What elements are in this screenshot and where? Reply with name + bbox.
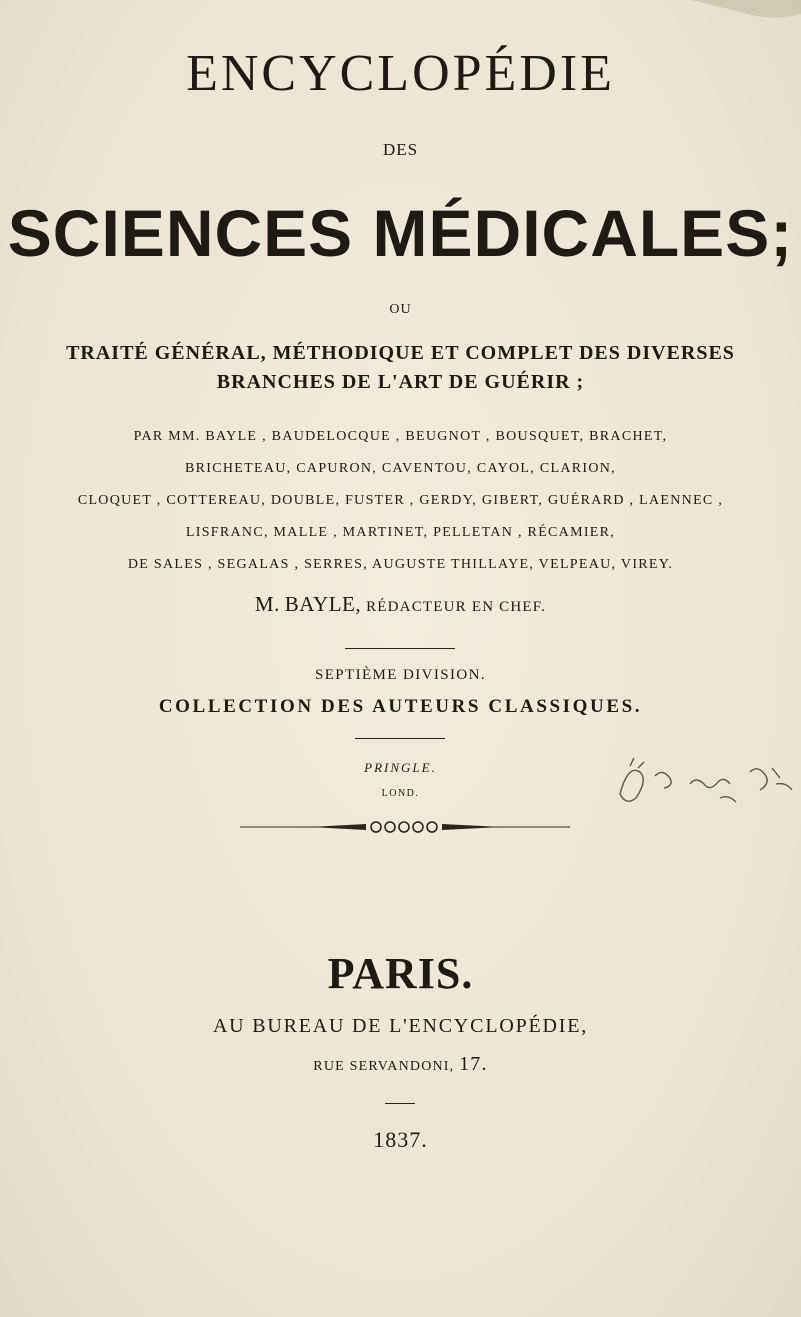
imprint-year: 1837. [373,1127,428,1152]
authors-line-2: BRICHETEAU, CAPURON, CAVENTOU, CAYOL, CLARION, [185,461,616,476]
ornament-rule [240,817,570,837]
title-encyclopedie: ENCYCLOPÉDIE [186,45,615,102]
title-ou: OU [389,302,412,317]
library-stamp-mark [600,754,800,816]
subtitle-line-2: BRANCHES DE L'ART DE GUÉRIR ; [216,371,585,393]
imprint-publisher: AU BUREAU DE L'ENCYCLOPÉDIE, [212,1015,589,1037]
editor-prefix: M. [254,592,280,616]
subtitle-line-1: TRAITÉ GÉNÉRAL, MÉTHODIQUE ET COMPLET DES DIVERSES [66,342,735,364]
division-label: SEPTIÈME DIVISION. [314,667,487,683]
imprint-address [0,1053,801,1076]
author-place: LOND. [381,788,420,799]
collection-label: COLLECTION DES AUTEURS CLASSIQUES. [158,696,643,717]
title-sciences-medicales: SCIENCES MÉDICALES; [7,196,794,270]
title-des: DES [382,140,419,159]
editor-role: RÉDACTEUR EN CHEF. [366,599,547,615]
authors-line-3: CLOQUET , COTTEREAU, DOUBLE, FUSTER , GERDY, GIBERT, GUÉRARD , LAENNEC , [77,493,724,508]
divider-rule-1 [345,648,455,649]
authors-line-4: LISFRANC, MALLE , MARTINET, PELLETAN , RÉCAMIER, [185,525,616,540]
imprint-street: RUE SERVANDONI, [313,1059,455,1074]
authors-line-1: PAR MM. BAYLE , BAUDELOCQUE , BEUGNOT , BOUSQUET, BRACHET, [133,429,668,444]
divider-rule-3 [385,1103,415,1104]
page-edge-stain [681,0,801,26]
divider-rule-2 [355,738,445,739]
editor-line [0,592,801,617]
imprint-city: PARIS. [327,949,474,998]
authors-line-5: DE SALES , SEGALAS , SERRES, AUGUSTE THILLAYE, VELPEAU, VIREY. [127,557,674,572]
imprint-street-number: 17. [459,1053,488,1075]
editor-name: BAYLE, [284,592,362,616]
author-name: PRINGLE. [364,760,437,775]
